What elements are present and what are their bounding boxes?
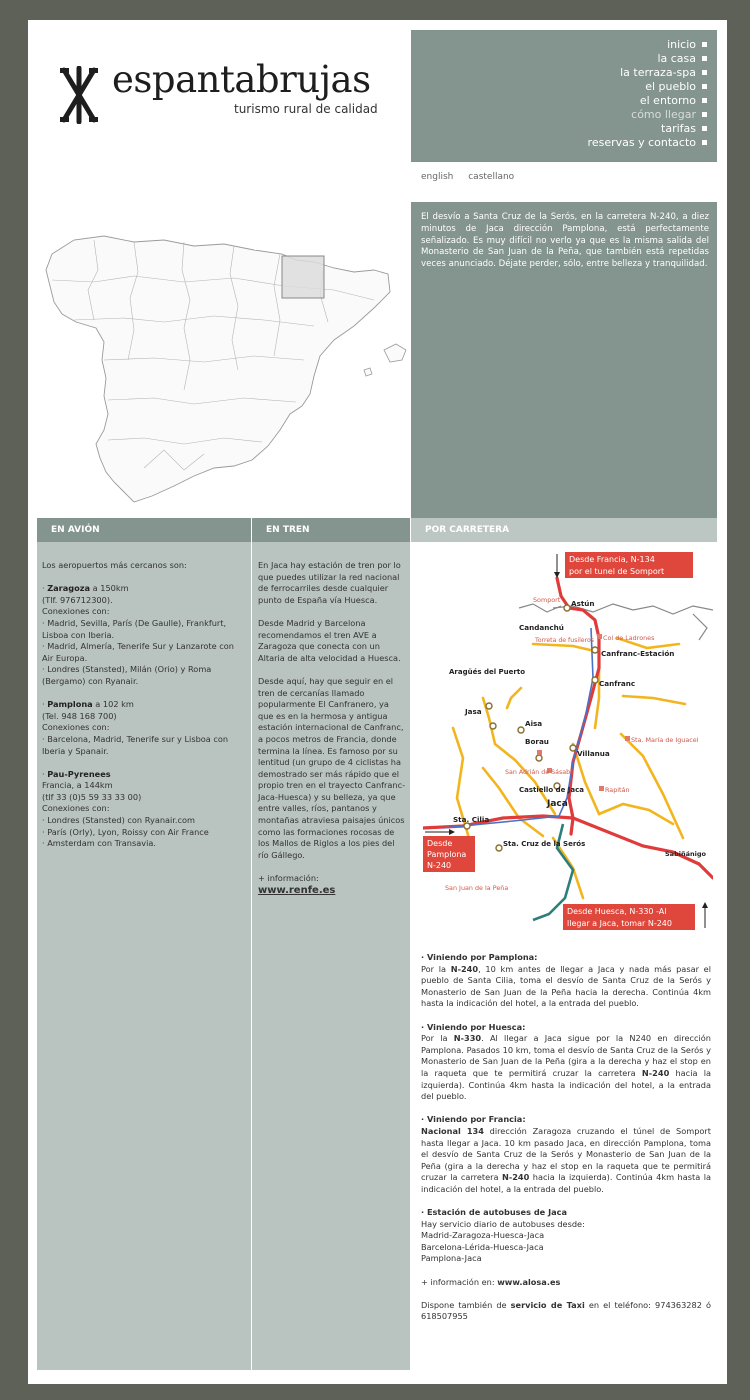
- nav-label: el entorno: [639, 94, 696, 107]
- nav-label: tarifas: [661, 122, 696, 135]
- airport-phone: (tlf 33 (0)5 59 33 33 00): [42, 791, 142, 802]
- bus-route: Barcelona-Lérida-Huesca-Jaca: [421, 1241, 544, 1252]
- dir-bus: [421, 1207, 711, 1265]
- nav-label: inicio: [667, 38, 696, 51]
- town-label: Somport: [533, 596, 561, 604]
- airport-name: Zaragoza: [47, 583, 91, 594]
- tren-text: [258, 560, 406, 896]
- road-name: N-240: [501, 1172, 530, 1183]
- nav-label: cómo llegar: [631, 108, 696, 121]
- section-carretera: [411, 518, 717, 1370]
- bullet-icon: [702, 112, 707, 117]
- dir-title: · Estación de autobuses de Jaca: [421, 1207, 568, 1218]
- town-label: Astún: [571, 599, 595, 608]
- dir-title: · Viniendo por Pamplona:: [421, 952, 538, 962]
- town-label: San Adrián de Sásabe: [505, 769, 574, 776]
- brand-tagline: turismo rural de calidad: [234, 102, 378, 116]
- highlight-region: [282, 256, 324, 298]
- bus-route: Madrid-Zaragoza-Huesca-Jaca: [421, 1230, 545, 1241]
- dir-text: hacia la izquierda). Continúa 4km hasta la indicación del hotel, a la entrada del pueblo.: [421, 1172, 711, 1194]
- nav-label: la casa: [657, 52, 696, 65]
- nav-item-la-casa[interactable]: [411, 52, 707, 66]
- bullet-icon: [702, 42, 707, 47]
- town-label: San Juan de la Peña: [445, 884, 509, 892]
- bus-route: Pamplona-Jaca: [421, 1253, 482, 1264]
- town-label: Canfranc: [599, 679, 636, 688]
- tren-paragraph: Desde Madrid y Barcelona recomendamos el tren AVE a Zaragoza que conecta con un Altaria de alta velocidad a Huesca.: [258, 617, 401, 663]
- page-frame: [28, 20, 727, 1384]
- section-tren: [252, 518, 410, 1370]
- connections-label: Conexiones con:: [42, 606, 110, 617]
- callout-text: Pamplona: [427, 850, 467, 859]
- town-label: Aragüés del Puerto: [449, 668, 526, 676]
- road-name: Nacional 134: [421, 1125, 484, 1136]
- town-label: Col de Ladrones: [603, 634, 655, 642]
- connection-line: · Amsterdam con Transavia.: [42, 838, 157, 849]
- road-name: N-240: [450, 963, 479, 974]
- nav-label: reservas y contacto: [587, 136, 696, 149]
- route-map: [423, 548, 713, 948]
- nav-item-inicio[interactable]: [411, 38, 707, 52]
- dir-huesca: [421, 1022, 711, 1103]
- callout-text: Desde Francia, N-134: [569, 555, 655, 564]
- connection-line: · París (Orly), Lyon, Roissy con Air France: [42, 826, 209, 837]
- airport-phone: (Tlf. 976712300).: [42, 594, 113, 605]
- town-label: Jaca: [547, 799, 568, 809]
- road-directions: [421, 952, 711, 1335]
- town-label: Sta. Cilia: [453, 815, 490, 824]
- bullet-icon: [702, 84, 707, 89]
- callout-text: llegar a Jaca, tomar N-240: [567, 919, 672, 928]
- dir-text: dirección Zaragoza cruzando el túnel de Somport hasta llegar a Jaca. 10 km pasado Jaca, en dirección Pamplona, toma el desvío de Santa Cruz de la Serós y Monasterio de San Juan de la Peña (gira a la derecha y haz el stop en la raqueta que te permitirá cruzar la carretera: [421, 1125, 711, 1183]
- section-title-carretera: POR CARRETERA: [411, 518, 717, 542]
- dir-text: Hay servicio diario de autobuses desde:: [421, 1218, 585, 1229]
- connection-line: · Madrid, Sevilla, París (De Gaulle), Frankfurt, Lisboa con Iberia.: [42, 617, 227, 640]
- dir-info: [421, 1277, 711, 1289]
- nav-item-el-pueblo[interactable]: [411, 80, 707, 94]
- dir-text: Dispone también de: [421, 1299, 511, 1310]
- airport-distance: a 150km: [90, 583, 129, 594]
- town-label: Sabiñánigo: [665, 850, 706, 858]
- language-switcher: [421, 172, 526, 182]
- dir-title: · Viniendo por Huesca:: [421, 1021, 526, 1032]
- callout-text: Desde: [427, 839, 453, 848]
- airport-pamplona: · Pamplona a 102 km (Tel. 948 168 700) Conexiones con: · Barcelona, Madrid, Tenerife sur y Lisboa con Iberia y Spanair.: [42, 699, 229, 756]
- tren-paragraph: En Jaca hay estación de tren por lo que puedes utilizar la red nacional de ferrocarriles desde cualquier punto de España vía Huesca.: [258, 560, 401, 605]
- bullet-icon: [702, 98, 707, 103]
- dir-taxi: [421, 1300, 711, 1323]
- taxi-label: servicio de Taxi: [510, 1299, 585, 1310]
- tren-more-label: + información:: [258, 873, 319, 884]
- town-label: Aisa: [525, 719, 543, 728]
- section-title-avion: EN AVIÓN: [37, 518, 251, 542]
- brand-name[interactable]: espantabrujas: [112, 58, 371, 101]
- connection-line: · Madrid, Almería, Tenerife Sur y Lanzarote con Air Europa.: [42, 641, 234, 663]
- connection-line: · Barcelona, Madrid, Tenerife sur y Lisboa con Iberia y Spanair.: [42, 733, 229, 756]
- dir-text: Por la: [421, 963, 451, 974]
- intro-box: [411, 202, 717, 518]
- lang-english[interactable]: english: [421, 172, 454, 182]
- lang-castellano[interactable]: castellano: [468, 172, 515, 182]
- road-name: N-330: [453, 1033, 482, 1044]
- spain-map: [34, 210, 411, 515]
- avion-intro: Los aeropuertos más cercanos son:: [42, 560, 187, 570]
- callout-francia: [554, 552, 693, 578]
- connection-line: · Londres (Stansted) con Ryanair.com: [42, 815, 196, 826]
- airport-distance: Francia, a 144km: [42, 780, 113, 791]
- airport-name: Pamplona: [47, 699, 93, 710]
- bullet-icon: [702, 140, 707, 145]
- town-label: Rapitán: [605, 786, 630, 794]
- town-label: Candanchú: [519, 623, 564, 632]
- dir-text: , 10 km antes de llegar a Jaca y nada más pasar el pueblo de Santa Cilia, toma el desvío de Santa Cruz de la Serós y Monasterio de San Juan de la Peña hacia la derecha. Continúa 4km hasta la indicación del hotel, a la entrada del pueblo.: [421, 963, 711, 1009]
- dir-title: · Viniendo por Francia:: [421, 1114, 526, 1125]
- connections-label: Conexiones con:: [42, 722, 110, 733]
- airport-distance: a 102 km: [92, 699, 134, 710]
- callout-huesca: [563, 902, 708, 930]
- nav-item-tarifas[interactable]: [411, 122, 707, 136]
- main-nav: [411, 30, 717, 162]
- section-avion: [37, 518, 251, 1370]
- tren-paragraph: Desde aquí, hay que seguir en el tren de cercanías llamado popularmente El Canfranero, ya que es en la hermosa y antigua estación internacional de Canfranc, a pocos metros de Francia, donde termina la línea. Es famoso por su lentitud (un grupo de 4 ciclistas ha demostrado ser más rápido que el propio tren en el trayecto Canfranc-Jaca-Huesca) y su belleza, ya que entre valles, ríos, pantanos y montañas atraviesa paisajes únicos como las formaciones rocosas de los Mallos de Riglos a los pies del río Gállego.: [258, 675, 406, 860]
- callout-text: N-240: [427, 861, 452, 870]
- town-label: Canfranc-Estación: [601, 649, 675, 658]
- dir-text: hacia la izquierda). Continúa 4km hasta la indicación del hotel, a la entrada del pueblo.: [421, 1067, 711, 1102]
- alosa-link[interactable]: www.alosa.es: [497, 1276, 561, 1287]
- dir-text: . Al llegar a Jaca sigue por la N240 en dirección Pamplona. Pasados 10 km, toma el desvío de Santa Cruz de la Serós y Monasterio de San Juan de la Peña (gira a la derecha y haz el stop en la raqueta que te permitirá cruzar la carretera: [421, 1033, 711, 1078]
- connections-label: Conexiones con:: [42, 803, 110, 814]
- dir-text: Por la: [421, 1033, 454, 1044]
- dir-pamplona: [421, 952, 711, 1010]
- logo-icon: [58, 66, 100, 124]
- bullet-icon: [702, 70, 707, 75]
- airport-phone: (Tel. 948 168 700): [42, 710, 117, 721]
- nav-label: el pueblo: [645, 80, 696, 93]
- section-title-tren: EN TREN: [252, 518, 410, 542]
- renfe-link[interactable]: www.renfe.es: [258, 884, 336, 896]
- callout-text: por el tunel de Somport: [569, 567, 665, 576]
- town-label: Villanua: [577, 749, 610, 758]
- road-name: N-240: [641, 1067, 670, 1078]
- airport-zaragoza: · Zaragoza a 150km (Tlf. 976712300). Conexiones con: · Madrid, Sevilla, París (De Gaulle), Frankfurt, Lisboa con Iberia. · Madrid, Almería, Tenerife Sur y Lanzarote con Air Europa. · Londres (Stansted), Milán (Orio) y Roma (Bergamo) con Ryanair.: [42, 583, 234, 686]
- dir-francia: [421, 1114, 711, 1195]
- bullet-icon: [702, 126, 707, 131]
- airport-pau: · Pau-Pyrenees Francia, a 144km (tlf 33 (0)5 59 33 33 00) Conexiones con: · Londres (Stansted) con Ryanair.com · París (Orly), Lyon, Roissy con Air France · Amsterdam con Transavia.: [42, 768, 209, 849]
- bullet-icon: [702, 56, 707, 61]
- connection-line: · Londres (Stansted), Milán (Orio) y Roma (Bergamo) con Ryanair.: [42, 664, 212, 686]
- airport-name: Pau-Pyrenees: [47, 768, 111, 779]
- town-label: Castiello de Jaca: [519, 786, 584, 794]
- nav-item-reservas[interactable]: [411, 136, 707, 150]
- dir-text: en el teléfono: 974363282 ó 618507955: [421, 1299, 711, 1322]
- nav-item-el-entorno[interactable]: [411, 94, 707, 108]
- dir-text: + información en:: [421, 1276, 498, 1287]
- town-label: Torreta de fusileros: [535, 637, 595, 644]
- nav-label: la terraza-spa: [620, 66, 696, 79]
- town-label: Sta. Cruz de la Serós: [503, 840, 586, 848]
- town-label: Borau: [525, 737, 549, 746]
- nav-item-como-llegar[interactable]: [411, 108, 707, 122]
- callout-text: Desde Huesca, N-330 -Al: [567, 907, 667, 916]
- nav-item-la-terraza-spa[interactable]: [411, 66, 707, 80]
- intro-text: El desvío a Santa Cruz de la Serós, en la carretera N-240, a diez minutos de Jaca dirección Pamplona, está perfectamente señalizado. Es muy difícil no verlo ya que es la misma salida del Monasterio de San Juan de la Peña, que también está repetidas veces anunciado. Déjate perder, sólo, entre belleza y tranquilidad.: [421, 212, 709, 270]
- town-label: Jasa: [465, 707, 482, 716]
- avion-text: [42, 560, 242, 861]
- town-label: Sta. María de Iguacel: [631, 736, 699, 744]
